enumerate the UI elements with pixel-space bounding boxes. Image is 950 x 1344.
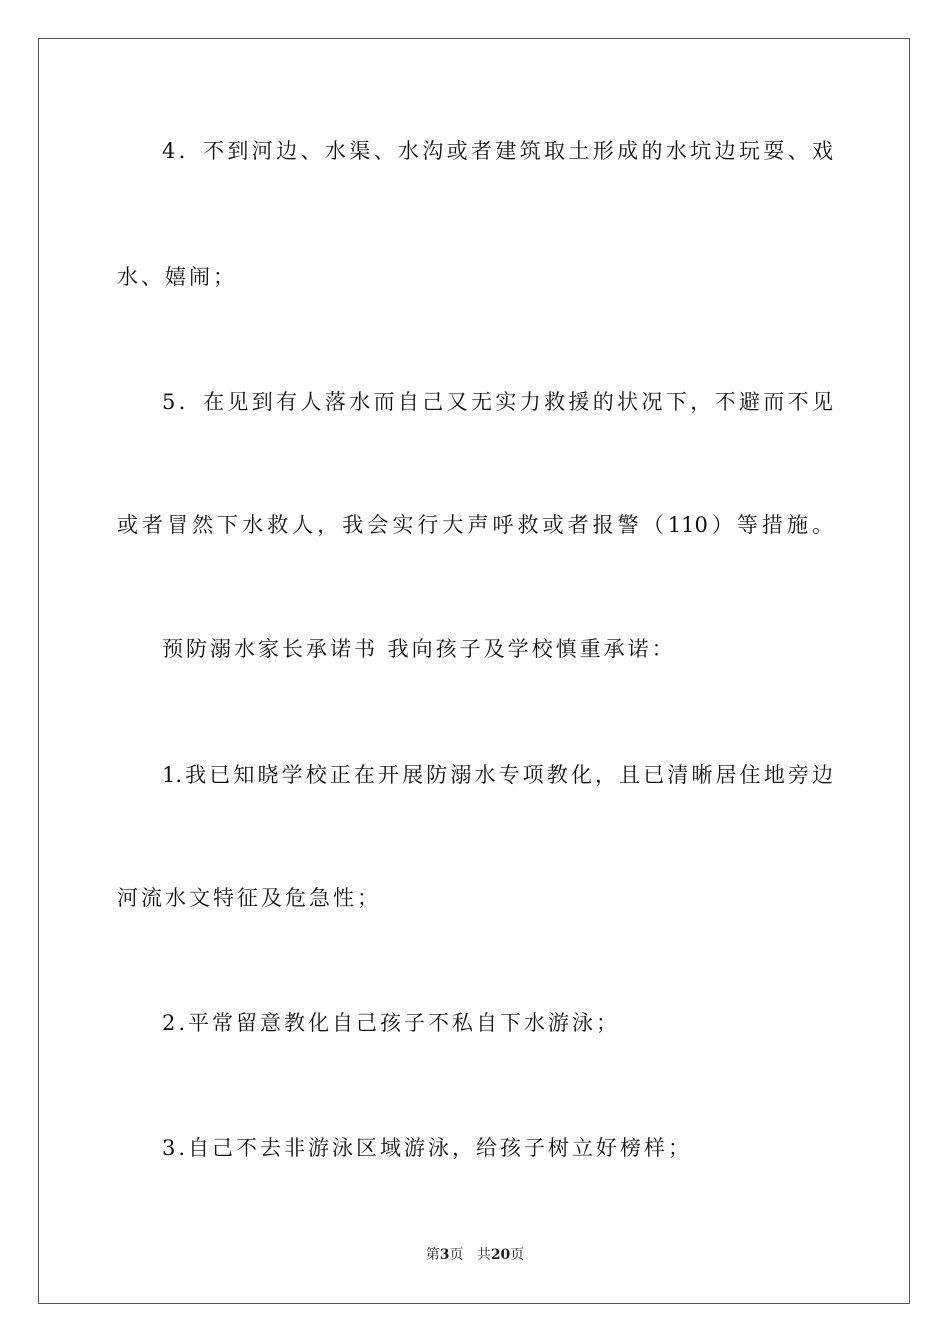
page-suffix: 页: [449, 1247, 464, 1263]
page-border: [38, 38, 910, 1304]
paragraph-line: 水、嬉闹；: [117, 265, 237, 289]
total-pages: 20: [490, 1247, 511, 1263]
paragraph-line: 1.我已知晓学校正在开展防溺水专项教化，且已清晰居住地旁边: [162, 763, 833, 787]
page-number: 3: [439, 1247, 450, 1263]
paragraph-line: 预防溺水家长承诺书 我向孩子及学校慎重承诺：: [162, 637, 676, 661]
paragraph-line: 4．不到河边、水渠、水沟或者建筑取土形成的水坑边玩耍、戏: [162, 139, 833, 163]
paragraph-line: 河流水文特征及危急性；: [117, 886, 381, 910]
total-prefix: 共: [476, 1247, 491, 1263]
paragraph-line: 5．在见到有人落水而自己又无实力救援的状况下，不避而不见: [162, 390, 833, 414]
paragraph-line: 3.自己不去非游泳区域游泳，给孩子树立好榜样；: [162, 1136, 693, 1160]
page-footer: [0, 1245, 950, 1265]
total-suffix: 页: [510, 1247, 525, 1263]
paragraph-line: 或者冒然下水救人，我会实行大声呼救或者报警（110）等措施。: [117, 513, 833, 537]
paragraph-line: 2.平常留意教化自己孩子不私自下水游泳；: [162, 1011, 621, 1035]
page-prefix: 第: [425, 1247, 440, 1263]
